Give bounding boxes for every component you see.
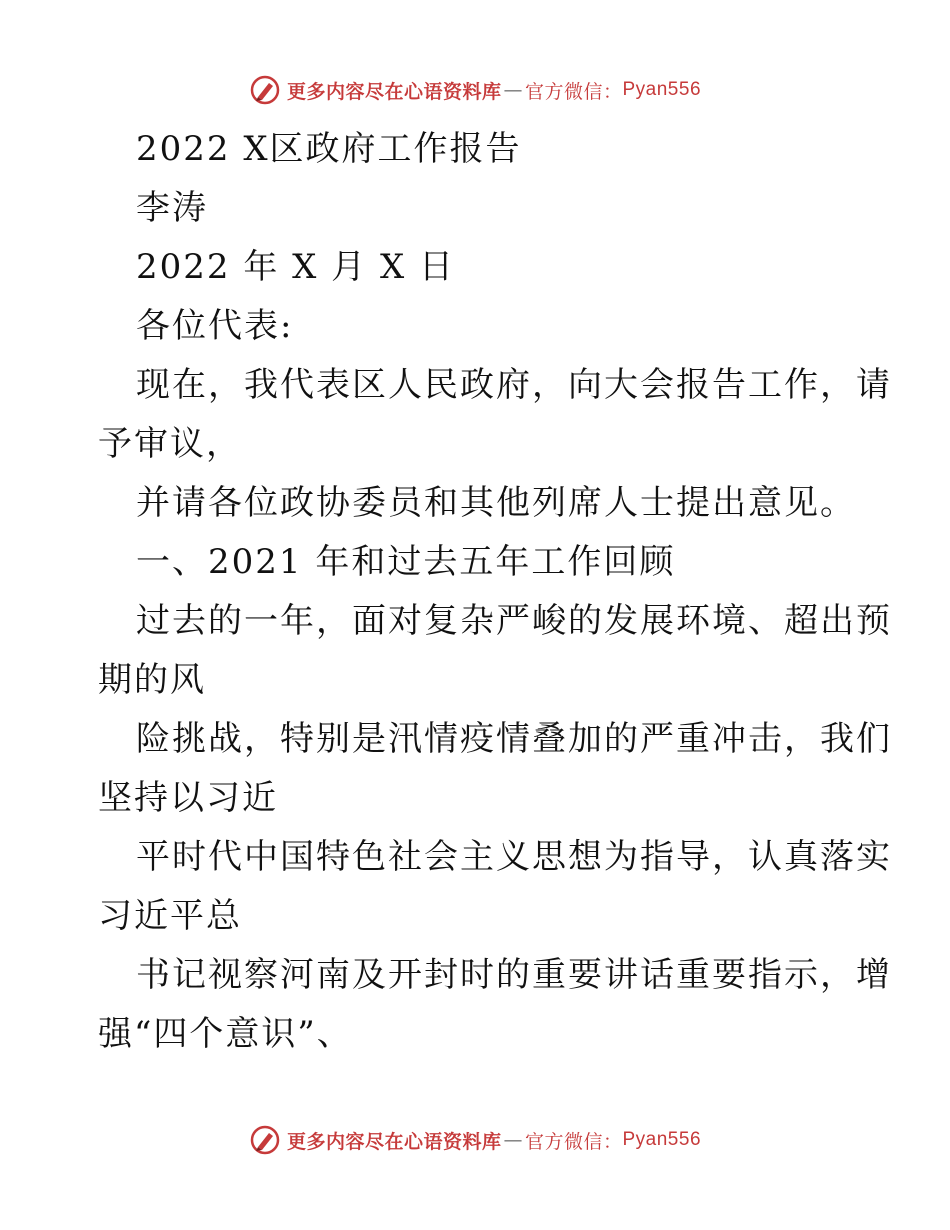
watermark-sub-text: 官方微信：	[524, 1130, 623, 1153]
doc-author: 李涛	[136, 188, 208, 228]
watermark-sub-text: 官方微信：	[524, 80, 623, 103]
doc-title: 2022 X区政府工作报告	[136, 129, 522, 169]
doc-section-heading: 一、2021 年和过去五年工作回顾	[136, 542, 676, 582]
watermark-dash: —	[503, 79, 523, 101]
watermark-main-text: 更多内容尽在心语资料库	[286, 1130, 502, 1153]
watermark-main-text: 更多内容尽在心语资料库	[286, 80, 502, 103]
footer-watermark	[0, 1120, 950, 1160]
header-watermark	[0, 70, 950, 110]
doc-line: 平时代中国特色社会主义思想为指导，认真落实	[136, 837, 892, 877]
doc-line: 习近平总	[98, 896, 242, 936]
doc-date: 2022 年 X 月 X 日	[136, 247, 455, 287]
doc-line: 并请各位政协委员和其他列席人士提出意见。	[136, 483, 856, 523]
watermark-id: Pyan556	[622, 1129, 702, 1150]
pen-logo-icon	[249, 1124, 281, 1156]
doc-line: 期的风	[98, 660, 206, 700]
doc-line: 强“四个意识”、	[98, 1014, 353, 1054]
doc-line: 书记视察河南及开封时的重要讲话重要指示，增	[136, 955, 892, 995]
doc-line: 过去的一年，面对复杂严峻的发展环境、超出预	[136, 601, 892, 641]
doc-salutation: 各位代表:	[136, 306, 294, 346]
watermark-id: Pyan556	[622, 79, 702, 100]
pen-logo-icon	[249, 74, 281, 106]
doc-line: 予审议，	[98, 424, 242, 464]
doc-line: 坚持以习近	[98, 778, 278, 818]
watermark-dash: —	[503, 1129, 523, 1151]
document-body	[98, 120, 892, 1064]
doc-line: 险挑战，特别是汛情疫情叠加的严重冲击，我们	[136, 719, 892, 759]
doc-line: 现在，我代表区人民政府，向大会报告工作，请	[136, 365, 892, 405]
